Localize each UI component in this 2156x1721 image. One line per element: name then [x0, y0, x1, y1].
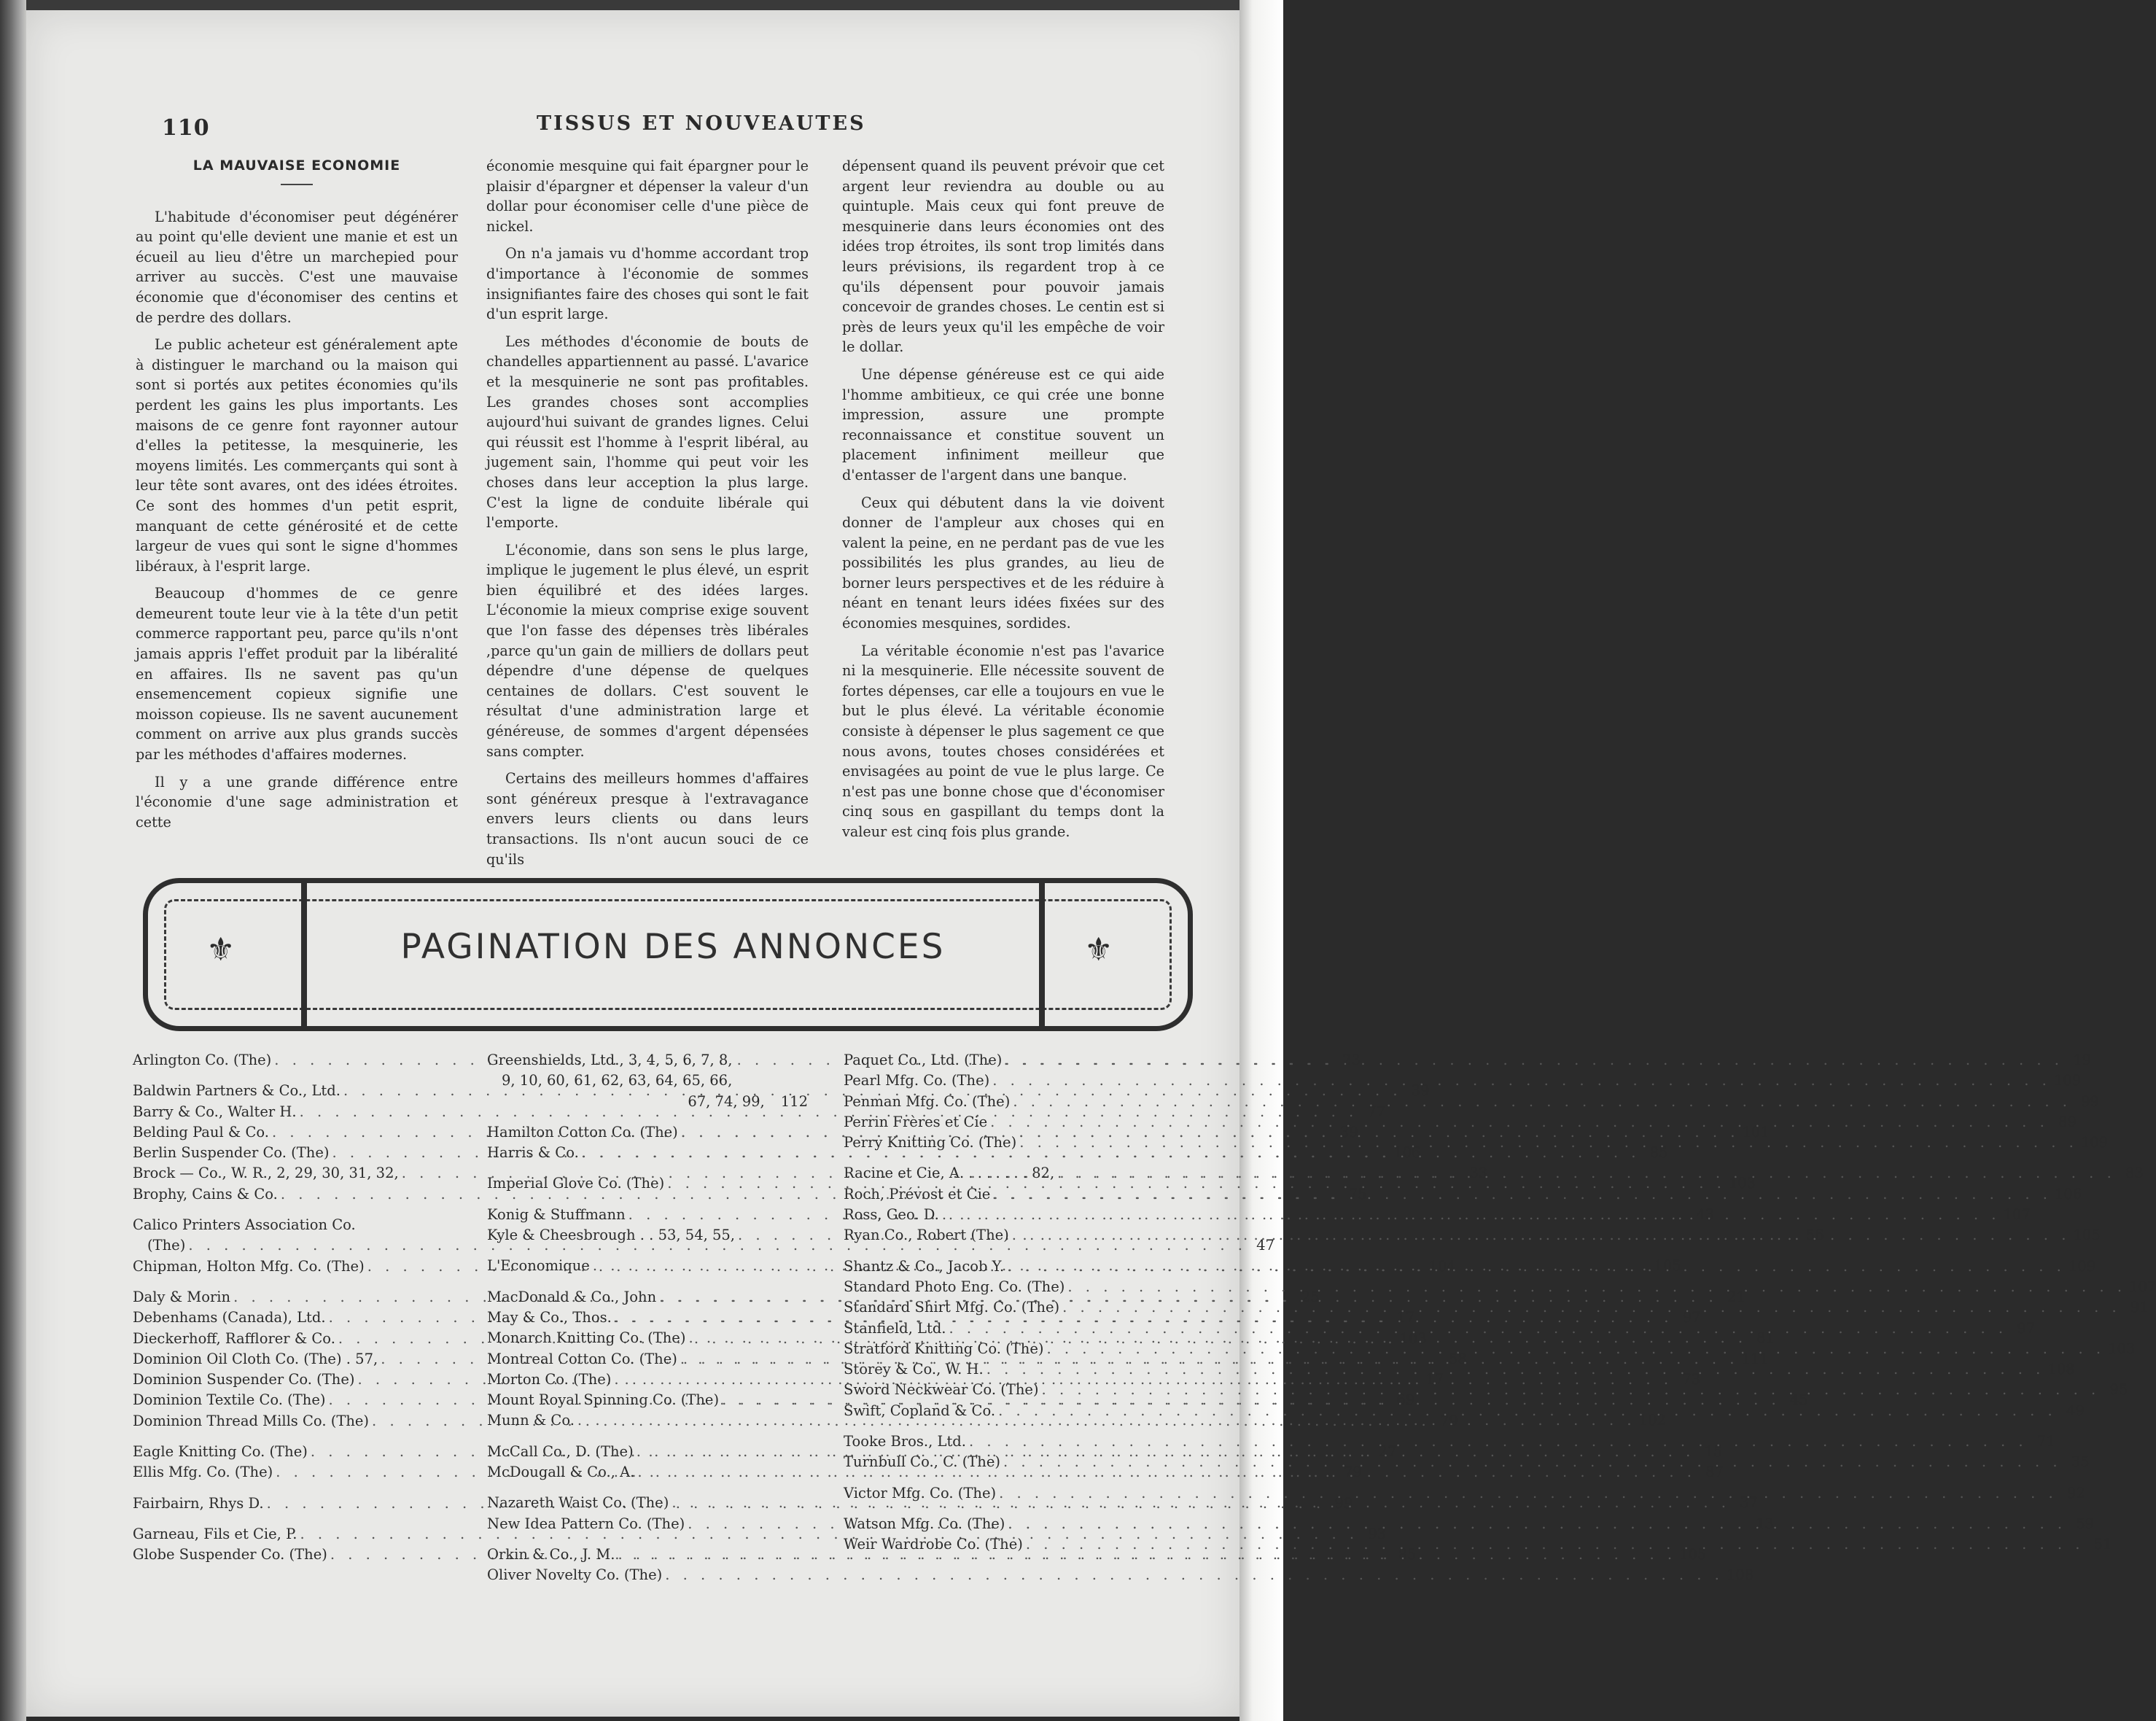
page-ref: 87 — [1705, 1464, 1724, 1481]
paragraph: On n'a jamais vu d'homme accordant trop d'importance à l'économie de sommes insignifiantes faire des choses qui sont le fait d'un esprit large. — [486, 245, 809, 323]
book-spine — [0, 0, 26, 1721]
advertiser-name: New Idea Pattern Co. (The) — [487, 1515, 685, 1532]
advertiser-name: McCall Co., D. (The) — [487, 1442, 634, 1460]
page-ref: 108 — [2047, 1361, 2075, 1378]
advertiser-name: Pearl Mfg. Co. (The) — [844, 1072, 990, 1089]
page-ref: 77 — [1367, 1103, 1386, 1120]
advertiser-pages: 67, 74, 99, — [688, 1092, 765, 1110]
advertiser-name: Globe Suspender Co. (The) — [133, 1546, 327, 1563]
advertiser-name: Arlington Co. (The) — [133, 1052, 272, 1068]
dot-leader — [1057, 1163, 2116, 1184]
page-ref: 39 — [1339, 1123, 1358, 1141]
paragraph: Les méthodes d'économie de bouts de chandelles appartiennent au passé. L'avarice et la mesquinerie ne sont pas profitables. Les grandes choses sont accomplies aujourd'hui suivant de grandes lignes. Celui qui réussit est l'homme à l'esprit libéral, au jugement sain, l'homme qui peut voir les choses dans leur acception la plus large. C'est la ligne de conduite libérale qui l'emporte. — [486, 333, 809, 532]
page-ref: 45 — [1789, 1391, 1808, 1409]
title-rule — [281, 184, 313, 185]
page-ref: 107 — [2003, 1206, 2031, 1224]
dot-leader — [1007, 1256, 2066, 1277]
page-ref: 111 — [1741, 1350, 1769, 1367]
page-ref: 25 — [1301, 1288, 1320, 1305]
page-ref: 39 — [1411, 1082, 1430, 1100]
advertiser-name: Dominion Thread Mills Co. (The) — [133, 1412, 370, 1429]
advertiser-name: Belding Paul & Co. — [133, 1123, 270, 1141]
page-ref: 51 — [2093, 1536, 2112, 1553]
paragraph: dépensent quand ils peuvent prévoir que cet argent leur reviendra au double ou au quintuple. Mais ceux qui font preuve de mesquinerie dans leurs économies ont des idées trop étroites, ils sont trop limités dans leurs prévisions, ils regardent trop à ce qu'ils dépensent pour pouvoir jamais concevoir de grandes choses. Le centin est si près de leurs yeux qu'il les empêche de voir le dollar. — [842, 158, 1164, 356]
advertiser-name: Standard Shirt Mfg. Co. (The) — [844, 1299, 1060, 1316]
magazine-page — [26, 10, 2156, 1717]
advertiser-name: Mount Royal Spinning Co. (The) — [487, 1391, 720, 1409]
page-ref: 81 — [1756, 1329, 1775, 1347]
page-ref: 47 — [1256, 1237, 1274, 1254]
advertiser-name: L'Economique — [487, 1257, 590, 1275]
page-ref: 15 — [1704, 1442, 1723, 1460]
page-ref: 92 — [2066, 1484, 2085, 1501]
paragraph: Une dépense généreuse est ce qui aide l'homme ambitieux, ce qui crée une bonne impression, assure une prompte reconnaissance et constitue souvent un placement infiniment meilleur que d'entasser de l'argent dans une banque. — [842, 365, 1164, 483]
dot-leader — [1013, 1092, 2071, 1112]
scan-top-edge — [0, 0, 1283, 10]
advertiser-name: Watson Mfg. Co. (The) — [844, 1515, 1005, 1532]
advertiser-name: Dominion Textile Co. (The) — [133, 1391, 326, 1409]
advertiser-name: Turnbull Co., C. (The) — [844, 1453, 1001, 1471]
advertiser-name: Fairbairn, Rhys D. — [133, 1494, 264, 1512]
article-column-1 — [136, 156, 458, 839]
advertiser-name: Imperial Glove Co. (The) — [487, 1175, 665, 1192]
article-title: LA MAUVAISE ECONOMIE — [192, 158, 401, 174]
page-ref: 105 — [2073, 1227, 2101, 1244]
page-ref: 109 — [2053, 1072, 2082, 1089]
advertiser-name: Morton Co. (The) — [487, 1370, 612, 1388]
advertiser-name: Chipman, Holton Mfg. Co. (The) — [133, 1257, 365, 1275]
advertiser-name: Monarch Knitting Co. (The) — [487, 1329, 686, 1347]
dot-leader — [1062, 1297, 2121, 1318]
page-ref: 56 — [1805, 1227, 1824, 1244]
advertiser-name: Brock — Co., W. R., 2, 29, 30, 31, 32, — [133, 1165, 399, 1182]
dot-leader — [990, 1112, 2049, 1133]
dot-leader — [998, 1401, 2057, 1421]
advertiser-name: Perry Knitting Co. (The) — [844, 1134, 1017, 1151]
page-ref: 17 — [1396, 1309, 1415, 1326]
page-ref: 112 — [780, 1092, 808, 1110]
page-number: 110 — [162, 115, 210, 141]
advertiser-name: Ellis Mfg. Co. (The) — [133, 1464, 273, 1481]
advertiser-name: Nazareth Waist Co. (The) — [487, 1494, 669, 1512]
page-ref: 43 — [1696, 1205, 1715, 1223]
index-entry — [133, 1215, 454, 1235]
dot-leader — [986, 1359, 2045, 1380]
page-ref: 109 — [2080, 1134, 2109, 1151]
page-ref: 106 — [2054, 1185, 2082, 1203]
advertiser-name: Ryan Co., Robert (The) — [844, 1227, 1009, 1244]
page-ref: 58 — [1448, 1350, 1467, 1367]
dot-leader — [942, 1205, 2001, 1225]
advertiser-name: Greenshields, Ltd., 3, 4, 5, 6, 7, 8, — [487, 1052, 733, 1068]
paragraph: Beaucoup d'hommes de ce genre demeurent toute leur vie à la tête d'un petit commerce rapportant peu, parce qu'ils n'ont jamais appris l'effet produit par la libéralité en affaires. Ils ne savent pas qu'un ensemencement copieux signifie une moisson copieuse. Ils ne savent aucunement comment on arrive aux plus grands succès par les méthodes d'affaires modernes. — [136, 585, 458, 764]
advertiser-name: Paquet Co., Ltd. (The) — [844, 1052, 1003, 1068]
page-ref: 97 — [1682, 1308, 1701, 1326]
dot-leader — [1008, 1514, 2066, 1534]
fleur-de-lis-icon: ⚜ — [1084, 931, 1113, 968]
dot-leader — [1026, 1534, 2085, 1555]
advertiser-name: McDougall & Co., A. — [487, 1464, 635, 1481]
page-ref: 104 — [1428, 1257, 1456, 1275]
advertiser-name: Roch, Prévost et Cie — [844, 1185, 991, 1203]
advertiser-name: Harris & Co. — [487, 1144, 579, 1162]
advertiser-name: Garneau, Fils et Cie, P. — [133, 1525, 297, 1542]
advertiser-name: Berlin Suspender Co. (The) — [133, 1144, 330, 1162]
page-ref: 13 — [1756, 1515, 1774, 1532]
advertiser-name: May & Co., Thos. — [487, 1308, 612, 1326]
page-ref: 97 — [2017, 1319, 2036, 1337]
page-ref: 103 — [2108, 1340, 2136, 1357]
index-entry — [487, 1050, 808, 1112]
advertiser-pages: 9, 10, 60, 61, 62, 63, 64, 65, 66, — [502, 1072, 733, 1089]
advertiser-name: Racine et Cie, A. . . . . . . . 82, — [844, 1165, 1055, 1182]
advertiser-name: Debenhams (Canada), Ltd. — [133, 1309, 326, 1326]
page-ref: 93 — [1368, 1525, 1387, 1542]
page-ref: 85 — [1398, 1546, 1417, 1563]
article-column-2 — [486, 156, 809, 877]
dot-leader — [949, 1318, 2008, 1339]
page-ref: 99 — [2081, 1092, 2099, 1110]
paragraph: L'économie, dans son sens le plus large, implique le jugement le plus élevé, un esprit bien équilibré et des idées larges. L'économie la mieux comprise exige souvent que l'on fasse des dépenses très libérales ,parce qu'un gain de milliers de dollars peut dépendre d'une dépense de quelques centaines de dollars. C'est souvent le résultat d'une administration large et généreuse, de sommes d'argent dépensées sans compter. — [486, 541, 809, 760]
index-entry — [487, 1565, 1754, 1585]
advertiser-name: Penman Mfg. Co. (The) — [844, 1092, 1011, 1110]
page-ref: 108 — [1726, 1566, 1754, 1584]
paragraph: L'habitude d'économiser peut dégénérer au point qu'elle devient une manie et est un écueil au lieu d'être un marchepied pour arriver au succès. C'est une mauvaise économie que d'économiser des centins et de perdre des dollars. — [136, 208, 458, 326]
paragraph: La véritable économie n'est pas l'avarice ni la mesquinerie. Elle nécessite souvent de fortes dépenses, car elle a toujours en vue le but le plus élevé. La véritable économie consiste à dépenser le plus sagement ce que nous avons, toutes choses considérées et envisagées au point de vue le plus large. Ce n'est pas une bonne chose que d'économiser cinq sous en gaspillant du temps dont la valeur est cinq fois plus grande. — [842, 642, 1164, 840]
paragraph: Le public acheteur est généralement apte à distinguer le marchand ou la maison qui sont si portés aux petites économies qu'ils perdent les gains les plus importants. Les maisons de ce genre font rayonner autour d'elles la petitesse, la mesquinerie, les moyens limités. Les commerçants qui sont à leur tête sont avares, ont des idées étroites. Ce sont des hommes d'un petit esprit, manquant de cette générosité et de cette largeur de vues qui sont le signe d'hommes libéraux, à l'esprit large. — [136, 336, 458, 575]
advertiser-name: Dominion Suspender Co. (The) — [133, 1371, 355, 1388]
page-ref: 107 — [2129, 1278, 2156, 1295]
page-ref: 105 — [1679, 1545, 1707, 1563]
advertiser-name: Kyle & Cheesbrough . . 53, 54, 55, — [487, 1227, 736, 1244]
page-ref: 102 — [1638, 1412, 1666, 1429]
page-ref: 59 — [2076, 1515, 2095, 1532]
section-banner — [143, 878, 1193, 1031]
advertiser-name: Victor Mfg. Co. (The) — [844, 1484, 997, 1501]
dot-leader — [1012, 1225, 2071, 1246]
page-ref: 19 — [2073, 1052, 2092, 1068]
page-ref: 35 — [2071, 1453, 2090, 1471]
page-ref: 33 — [1469, 1165, 1488, 1182]
page-ref: 73 — [1682, 1370, 1701, 1388]
dot-leader — [665, 1565, 1724, 1585]
advertiser-name: Oliver Novelty Co. (The) — [487, 1566, 663, 1584]
article-column-3 — [842, 156, 1164, 850]
dot-leader — [993, 1184, 2052, 1205]
dot-leader — [969, 1431, 2028, 1452]
dot-leader — [1005, 1050, 2063, 1071]
page-ref: 27 — [1378, 1443, 1397, 1461]
advertiser-name: Swift, Copland & Co. — [844, 1402, 996, 1419]
advertiser-index — [26, 1050, 2156, 1604]
banner-divider-right — [1039, 883, 1045, 1026]
page-ref: 89 — [2058, 1113, 2077, 1130]
page-ref: 71 — [2036, 1433, 2055, 1450]
page-ref: 17 — [1425, 1371, 1444, 1388]
paragraph: Certains des meilleurs hommes d'affaires sont généreux presque à l'extravagance envers leurs clients ou dans leurs transactions. Ils n'ont aucun souci de ce qu'ils — [486, 770, 809, 868]
dot-leader — [999, 1483, 2058, 1504]
advertiser-name: Tooke Bros., Ltd. — [844, 1433, 966, 1450]
page-ref: 75 — [1348, 1185, 1367, 1203]
advertiser-name: Baldwin Partners & Co., Ltd. — [133, 1082, 340, 1100]
page-ref: 91 — [2130, 1299, 2149, 1316]
advertiser-pages-line — [487, 1092, 808, 1112]
advertiser-name: Dominion Oil Cloth Co. (The) . 57, — [133, 1350, 378, 1367]
paragraph: Ceux qui débutent dans la vie doivent donner de l'ampleur aux choses qui en valent la peine, en ne perdant pas de vue les possibilités les plus grandes, au lieu de borner leurs perspectives et de les réduire à néant en tenant leurs idées fixées sur des économies mesquines, sordides. — [842, 494, 1164, 632]
dot-leader — [1067, 1277, 2126, 1297]
page-ref: 23 — [1342, 1052, 1361, 1068]
page-ref: 103 — [1399, 1329, 1427, 1347]
advertiser-name: Perrin Frères et Cie — [844, 1113, 988, 1130]
page-ref: 49 — [2066, 1402, 2085, 1419]
advertiser-name: Weir Wardrobe Co. (The) — [844, 1536, 1023, 1553]
paragraph: économie mesquine qui fait épargner pour le plaisir d'épargner et dépenser la valeur d'un dollar pour économiser celle d'une pièce de nickel. — [486, 158, 809, 235]
advertiser-name: Montreal Cotton Co. (The) — [487, 1350, 677, 1367]
page-ref: 109 — [2068, 1257, 2096, 1275]
advertiser-name: Standard Photo Eng. Co. (The) — [844, 1278, 1065, 1295]
page-ref: 85 — [1649, 1144, 1668, 1162]
advertiser-name: Daly & Morin — [133, 1288, 231, 1305]
banner-divider-left — [301, 883, 307, 1026]
advertiser-name: (The) — [147, 1237, 186, 1254]
advertiser-name: Shantz & Co., Jacob Y. — [844, 1257, 1005, 1275]
page-ref: 69 — [1396, 1391, 1415, 1409]
page-ref: 103 — [1728, 1175, 1756, 1192]
running-title: TISSUS ET NOUVEAUTES — [537, 112, 866, 135]
advertiser-name: Sword Neckwear Co. (The) — [844, 1381, 1039, 1399]
advertiser-name: Barry & Co., Walter H. — [133, 1103, 297, 1120]
advertiser-name: Munn & Co. — [487, 1412, 575, 1429]
advertiser-name: Konig & Stuffmann — [487, 1205, 626, 1223]
advertiser-name: Stanfield, Ltd. — [844, 1319, 946, 1337]
advertiser-name: Hamilton Cotton Co. (The) — [487, 1123, 678, 1141]
page-ref: 95 — [2109, 1381, 2128, 1399]
dot-leader — [1047, 1339, 2106, 1359]
advertiser-name: Orkin & Co., J. M. — [487, 1545, 615, 1563]
dot-leader — [1019, 1133, 2078, 1153]
advertiser-name: Brophy, Cains & Co. — [133, 1185, 278, 1203]
page-ref: 105 — [1654, 1257, 1681, 1275]
page-ref: 101 — [1742, 1123, 1770, 1141]
page-ref: 79 — [1439, 1412, 1458, 1429]
advertiser-name: Storey & Co., W. H. — [844, 1361, 984, 1378]
advertiser-name: Stratford Knitting Co. (The) — [844, 1340, 1044, 1357]
page-ref: 106 — [1393, 1144, 1421, 1162]
page-ref: 99 — [1334, 1494, 1353, 1512]
advertiser-name: Eagle Knitting Co. (The) — [133, 1443, 308, 1461]
paragraph: Il y a une grande différence entre l'économie d'une sage administration et cette — [136, 773, 458, 831]
dot-leader — [992, 1071, 2051, 1091]
advertiser-name: Dieckerhoff, Rafflorer & Co. — [133, 1329, 335, 1347]
banner-title: PAGINATION DES ANNONCES — [400, 927, 946, 967]
fleur-de-lis-icon: ⚜ — [206, 931, 236, 968]
advertiser-name: Ross, Geo. D. — [844, 1206, 939, 1224]
article — [26, 156, 1239, 868]
page-ref: 21 — [1727, 1288, 1746, 1305]
page-ref: 79 — [1344, 1464, 1362, 1481]
dot-leader — [1042, 1380, 2101, 1400]
advertiser-name: MacDonald & Co., John — [487, 1288, 657, 1305]
advertiser-name: Calico Printers Association Co. — [133, 1216, 356, 1234]
page-ref: 37 — [1740, 1494, 1758, 1512]
dot-leader — [1003, 1452, 2062, 1472]
page-ref: 83 — [2125, 1165, 2144, 1182]
